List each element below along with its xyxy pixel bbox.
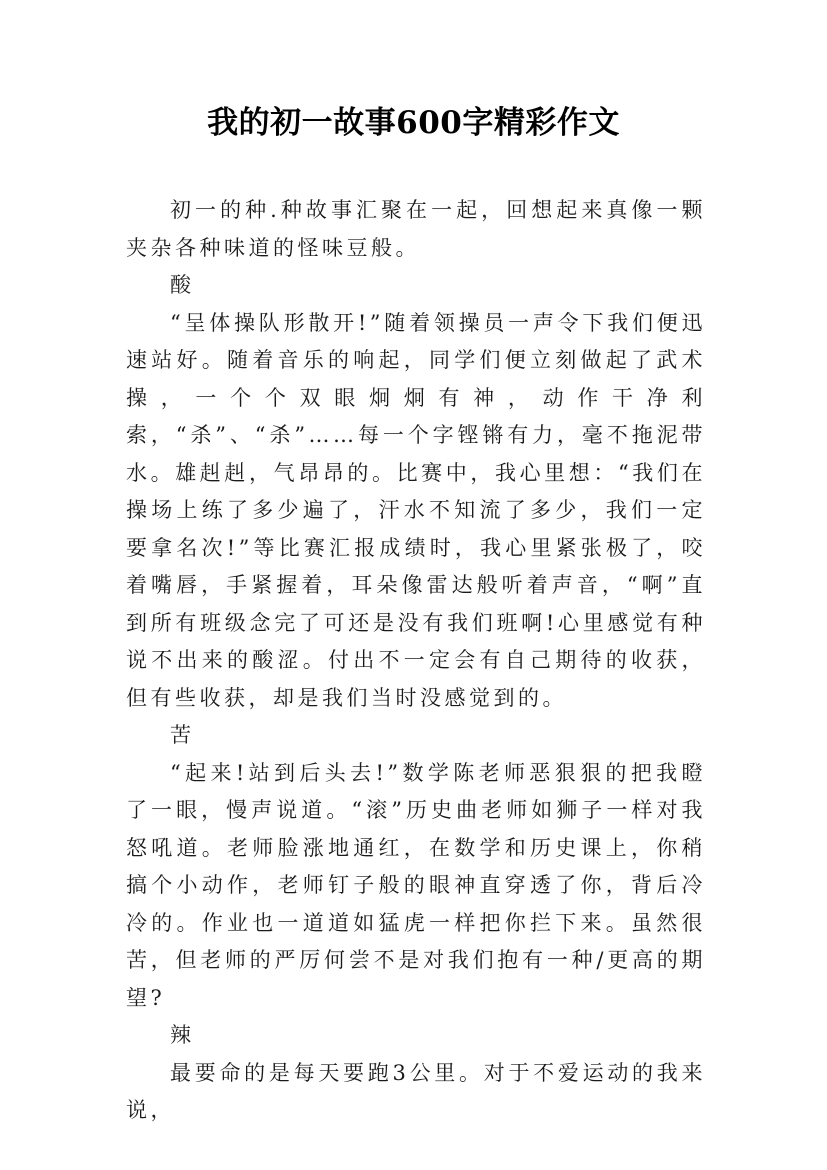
paragraph-spicy: 最要命的是每天要跑3公里。对于不爱运动的我来说， — [126, 1060, 706, 1122]
document-body — [126, 192, 706, 1130]
section-heading-spicy: 辣 — [170, 1023, 195, 1047]
section-heading-bitter: 苦 — [170, 723, 195, 747]
paragraph-bitter: “起来!站到后头去!”数学陈老师恶狠狠的把我瞪了一眼，慢声说道。“滚”历史曲老师如狮子一样对我怒吼道。老师脸涨地通红，在数学和历史课上，你稍搞个小动作，老师钉子般的眼神直穿透了你，背后冷冷的。作业也一道道如猛虎一样把你拦下来。虽然很苦，但老师的严厉何尝不是对我们抱有一种/更高的期望? — [126, 760, 706, 1010]
section-heading-sour: 酸 — [170, 273, 195, 297]
paragraph-sour: “呈体操队形散开!”随着领操员一声令下我们便迅速站好。随着音乐的响起，同学们便立刻做起了武术操，一个个双眼炯炯有神，动作干净利索，“杀”、“杀”……每一个字铿锵有力，毫不拖泥带水。雄赳赳，气昂昂的。比赛中，我心里想：“我们在操场上练了多少遍了，汗水不知流了多少，我们一定要拿名次!”等比赛汇报成绩时，我心里紧张极了，咬着嘴唇，手紧握着，耳朵像雷达般听着声音，“啊”直到所有班级念完了可还是没有我们班啊!心里感觉有种说不出来的酸涩。付出不一定会有自己期待的收获，但有些收获，却是我们当时没感觉到的。 — [126, 310, 706, 710]
document-title: 我的初一故事600字精彩作文 — [207, 105, 620, 141]
paragraph-intro: 初一的种.种故事汇聚在一起，回想起来真像一颗夹杂各种味道的怪味豆般。 — [126, 198, 706, 260]
